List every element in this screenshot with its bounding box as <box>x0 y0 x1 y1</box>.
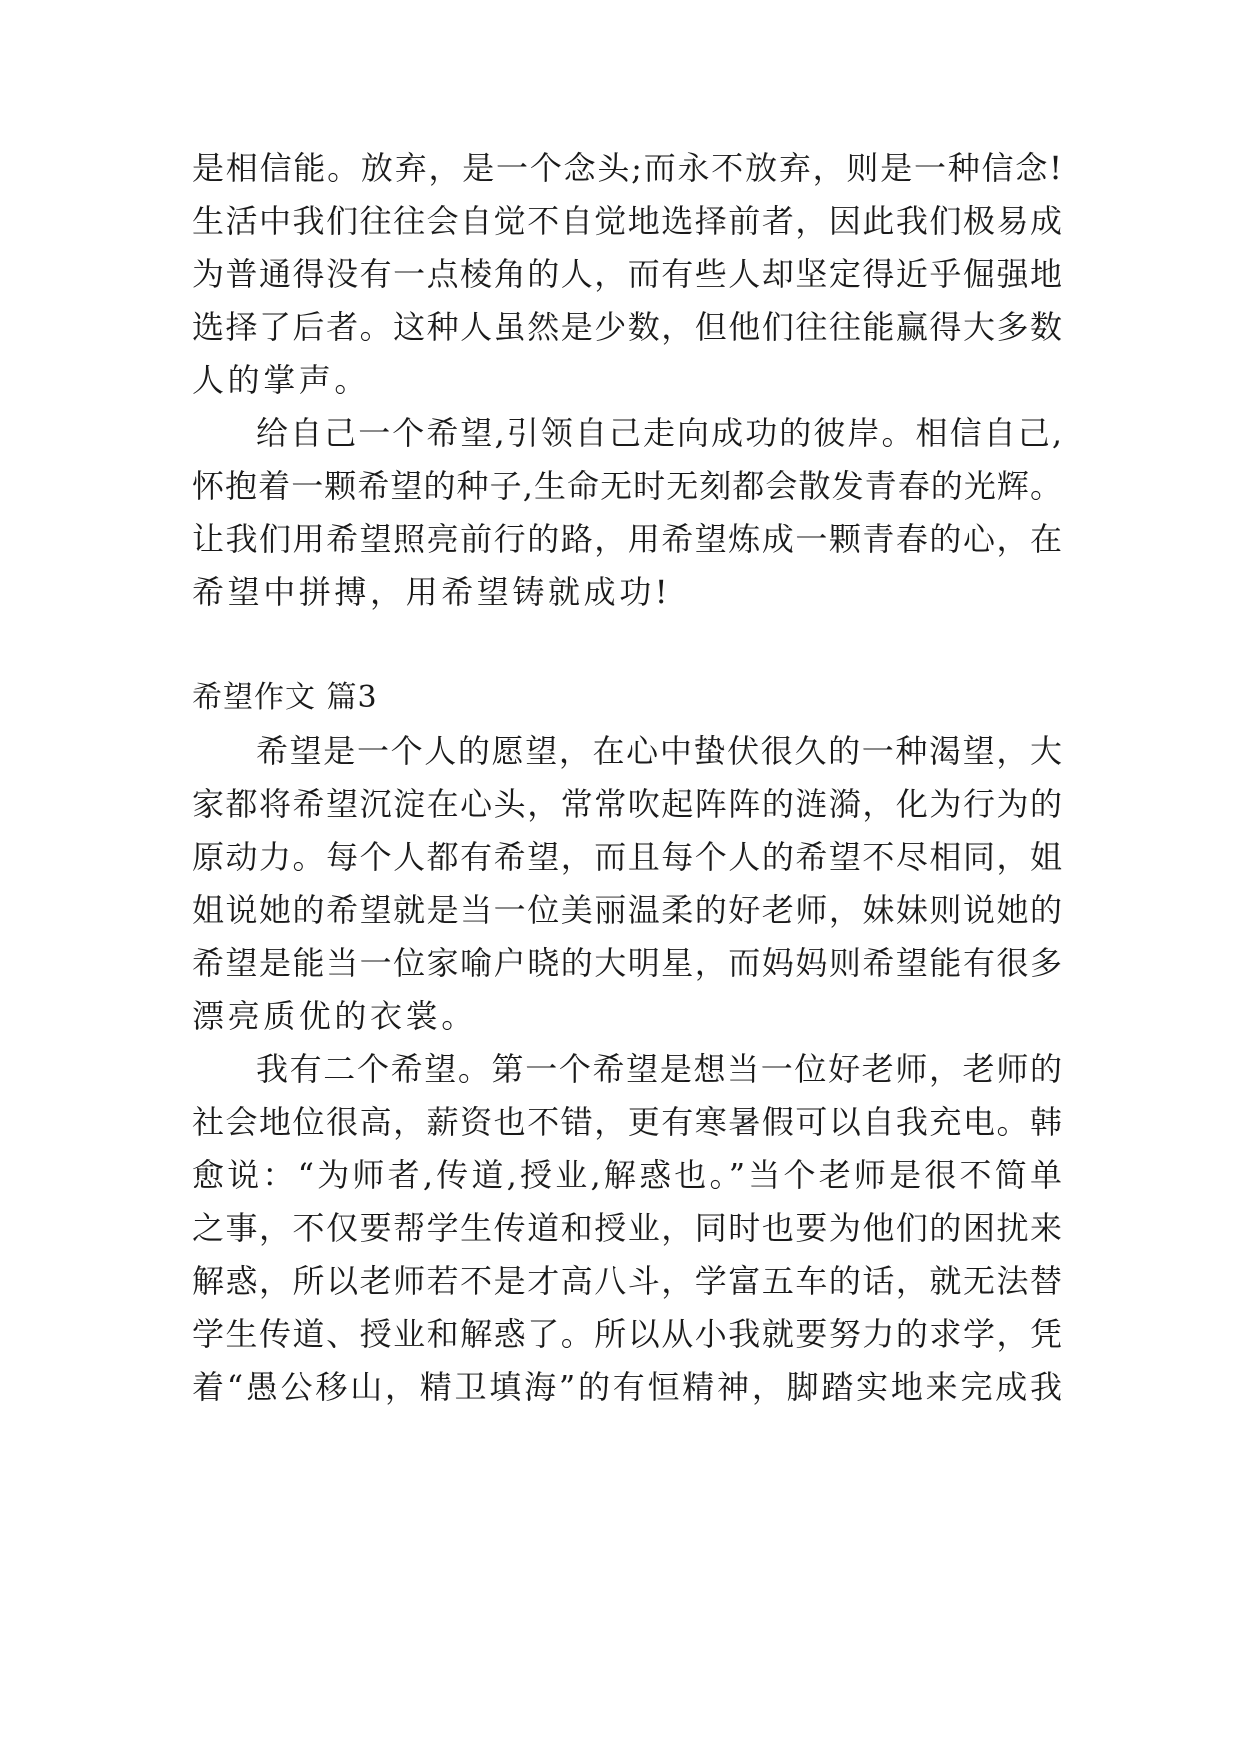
text-line: 选择了后者。这种人虽然是少数，但他们往往能赢得大多数 <box>192 308 1062 346</box>
text-line: 解惑，所以老师若不是才高八斗，学富五车的话，就无法替 <box>192 1262 1062 1300</box>
text-line: 原动力。每个人都有希望，而且每个人的希望不尽相同，姐 <box>192 838 1062 876</box>
text-line: 人的掌声。 <box>192 361 371 399</box>
text-line: 希望中拼搏，用希望铸就成功! <box>192 573 672 611</box>
text-line: 愈说：“为师者,传道,授业,解惑也。”当个老师是很不简单 <box>192 1156 1062 1194</box>
section-heading: 希望作文 篇3 <box>192 680 378 715</box>
text-line: 姐说她的希望就是当一位美丽温柔的好老师，妹妹则说她的 <box>192 891 1062 929</box>
text-line: 希望是能当一位家喻户晓的大明星，而妈妈则希望能有很多 <box>192 944 1062 982</box>
text-line: 为普通得没有一点棱角的人，而有些人却坚定得近乎倔强地 <box>192 255 1062 293</box>
text-line: 怀抱着一颗希望的种子,生命无时无刻都会散发青春的光辉。 <box>192 467 1062 505</box>
text-line: 我有二个希望。第一个希望是想当一位好老师，老师的 <box>256 1050 1062 1088</box>
text-line: 着“愚公移山，精卫填海”的有恒精神，脚踏实地来完成我 <box>192 1368 1062 1406</box>
text-line: 之事，不仅要帮学生传道和授业，同时也要为他们的困扰来 <box>192 1209 1062 1247</box>
text-line: 社会地位很高，薪资也不错，更有寒暑假可以自我充电。韩 <box>192 1103 1062 1141</box>
text-line: 漂亮质优的衣裳。 <box>192 997 477 1035</box>
text-line: 生活中我们往往会自觉不自觉地选择前者，因此我们极易成 <box>192 202 1062 240</box>
text-line: 希望是一个人的愿望，在心中蛰伏很久的一种渴望，大 <box>256 732 1062 770</box>
text-line: 让我们用希望照亮前行的路，用希望炼成一颗青春的心，在 <box>192 520 1062 558</box>
text-line: 是相信能。放弃，是一个念头;而永不放弃，则是一种信念! <box>192 149 1062 187</box>
text-line: 学生传道、授业和解惑了。所以从小我就要努力的求学，凭 <box>192 1315 1062 1353</box>
text-line: 给自己一个希望,引领自己走向成功的彼岸。相信自己, <box>256 414 1062 452</box>
text-line: 家都将希望沉淀在心头，常常吹起阵阵的涟漪，化为行为的 <box>192 785 1062 823</box>
